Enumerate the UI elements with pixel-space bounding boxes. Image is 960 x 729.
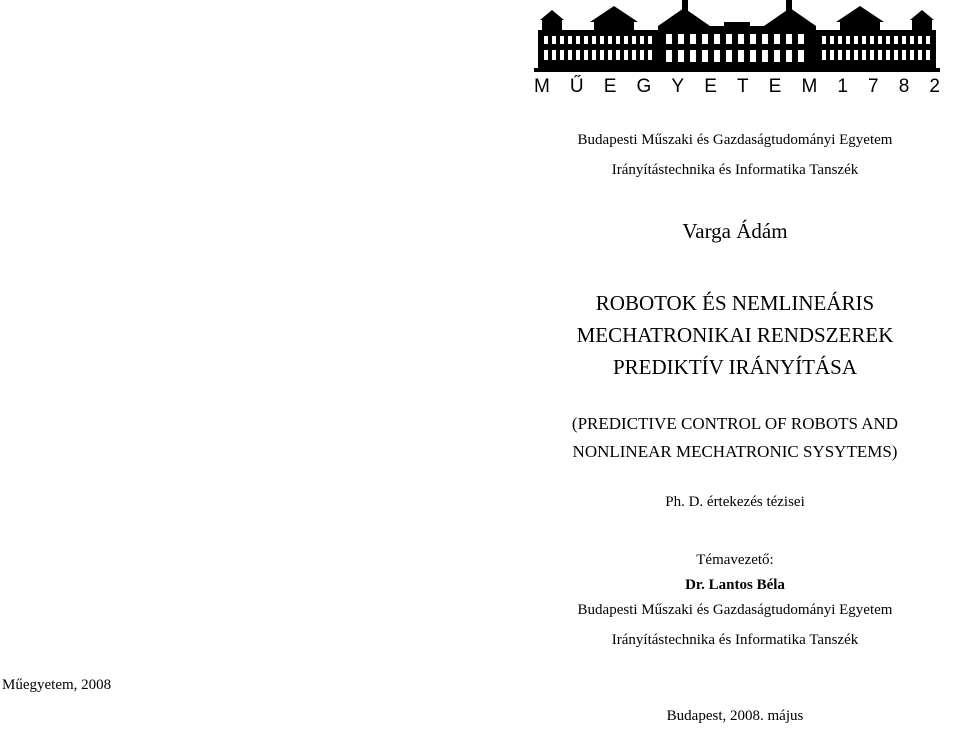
logo-letter: Ű <box>569 76 584 97</box>
logo-letter: Y <box>671 76 685 97</box>
header-university: Budapesti Műszaki és Gazdaságtudományi Egyetem <box>577 132 893 148</box>
title-en-line-1: (PREDICTIVE CONTROL OF ROBOTS AND <box>571 414 899 433</box>
logo-letter: 2 <box>929 76 940 97</box>
title-en-line-2: NONLINEAR MECHATRONIC SYSYTEMS) <box>572 442 898 461</box>
title-hu-line-2: MECHATRONIKAI RENDSZEREK <box>576 323 894 347</box>
logo-letter: 7 <box>868 76 879 97</box>
logo-letter: M <box>534 76 550 97</box>
logo-letter: M <box>801 76 818 97</box>
logo-wordmark <box>534 75 940 99</box>
building-icon <box>534 0 940 76</box>
title-hu-line-1: ROBOTOK ÉS NEMLINEÁRIS <box>595 291 875 315</box>
logo-letter: G <box>636 76 652 97</box>
supervisor-department: Irányítástechnika és Informatika Tanszék <box>611 632 859 648</box>
title-hu-line-3: PREDIKTÍV IRÁNYÍTÁSA <box>612 355 858 379</box>
supervisor-label: Témavezető: <box>696 552 774 568</box>
document-type: Ph. D. értekezés tézisei <box>665 494 805 510</box>
logo-letter: T <box>736 76 749 97</box>
university-logo <box>534 0 940 102</box>
footer-left: Műegyetem, 2008 <box>2 677 112 693</box>
header-department: Irányítástechnika és Informatika Tanszék <box>611 162 859 178</box>
author-name: Varga Ádám <box>682 219 788 243</box>
footer-right: Budapest, 2008. május <box>666 708 804 724</box>
logo-letter: 1 <box>837 76 848 97</box>
supervisor-name: Dr. Lantos Béla <box>685 577 785 593</box>
logo-letter: E <box>603 76 617 97</box>
supervisor-university: Budapesti Műszaki és Gazdaságtudományi Egyetem <box>577 602 893 618</box>
logo-letter: 8 <box>898 76 910 97</box>
logo-letter: E <box>768 76 782 97</box>
logo-letter: E <box>704 76 717 97</box>
